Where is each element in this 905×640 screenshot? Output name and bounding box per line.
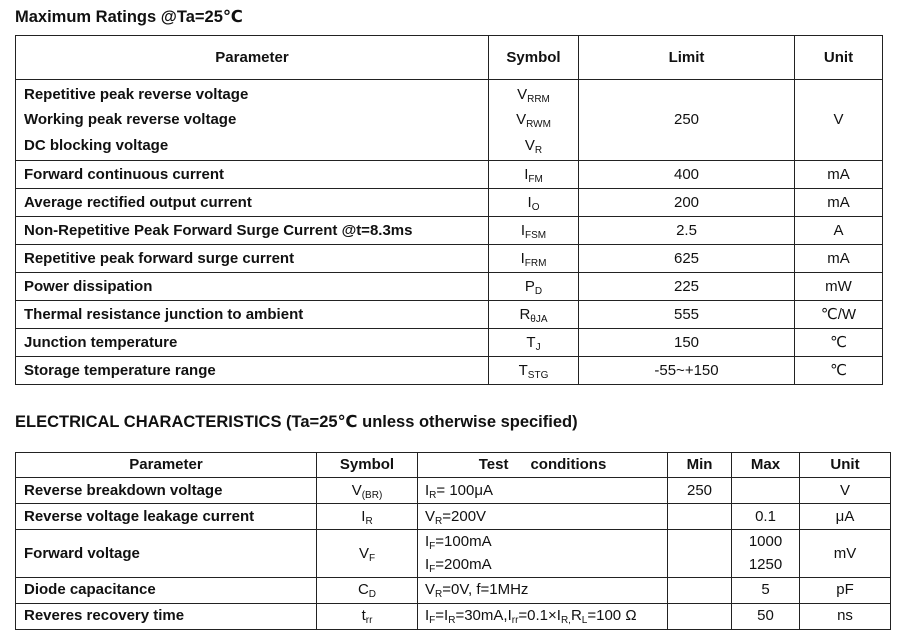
symbol-subscript: STG (527, 369, 549, 381)
symbol-cell (489, 217, 579, 245)
parameter-cell (16, 80, 489, 161)
limit-cell: 225 (579, 273, 795, 301)
symbol-cell (317, 504, 418, 530)
limit-cell: -55~+150 (579, 357, 795, 385)
header-test-conditions: Test conditions (418, 453, 668, 478)
max-value: 1000 (748, 533, 783, 550)
unit-cell: mA (795, 245, 883, 273)
min-cell (668, 504, 732, 530)
symbol-label: $V_{RRM}$ (517, 86, 550, 106)
table-row (16, 217, 883, 245)
symbol-cell (489, 80, 579, 161)
header-max: Max (732, 453, 800, 478)
parameter-cell: Repetitive peak forward surge current (16, 245, 489, 273)
header-parameter: Parameter (16, 36, 489, 80)
symbol-cell (317, 577, 418, 603)
parameter-cell: Reveres recovery time (16, 603, 317, 629)
unit-cell: A (795, 217, 883, 245)
symbol-subscript: D (368, 589, 377, 601)
max-cell: 5 (732, 577, 800, 603)
symbol-subscript: FRM (524, 257, 547, 269)
header-symbol: Symbol (317, 453, 418, 478)
symbol-subscript: FM (528, 173, 543, 185)
symbol-cell (317, 530, 418, 578)
symbol-cell (489, 329, 579, 357)
symbol-cell (317, 603, 418, 629)
table-row (16, 504, 891, 530)
symbol-subscript: F (368, 552, 376, 564)
parameter-label: Working peak reverse voltage (24, 111, 237, 129)
parameter-cell: Non-Repetitive Peak Forward Surge Current @t=8.3ms (16, 217, 489, 245)
limit-cell: 625 (579, 245, 795, 273)
test-conditions-cell: $V_R=0V$, f=1MHz (418, 577, 668, 603)
max-ratings-table (15, 35, 883, 385)
max-cell: 0.1 (732, 504, 800, 530)
header-unit: Unit (795, 36, 883, 80)
parameter-cell: Reverse voltage leakage current (16, 504, 317, 530)
unit-cell: mA (795, 189, 883, 217)
symbol-label: $V_R$ (524, 136, 543, 156)
symbol-main: I (520, 249, 525, 267)
symbol-cell (489, 161, 579, 189)
symbol-main: V (351, 481, 362, 499)
symbol-cell (489, 189, 579, 217)
unit-cell: ℃ (795, 357, 883, 385)
table-row (16, 603, 891, 629)
table-row (16, 161, 883, 189)
test-conditions-cell: $V_R=200V$ (418, 504, 668, 530)
symbol-subscript: D (534, 285, 543, 297)
table-row (16, 357, 883, 385)
unit-cell: mV (800, 530, 891, 578)
parameter-cell: Forward continuous current (16, 161, 489, 189)
symbol-main: R (519, 305, 531, 323)
symbol-subscript: O (531, 201, 540, 213)
parameter-cell: Diode capacitance (16, 577, 317, 603)
symbol-cell (489, 273, 579, 301)
max-value: 1250 (748, 556, 783, 574)
table-header-row (16, 36, 883, 80)
max-cell (732, 478, 800, 504)
test-conditions-cell: $I_F=I_R=30mA,I_{rr}=0.1\times I_{R,}R_L=100$ Ω (418, 603, 668, 629)
test-conditions-cell: $I_R= 100\mu A$ (418, 478, 668, 504)
max-cell (732, 530, 800, 578)
symbol-subscript: FSM (525, 229, 547, 241)
table-row (16, 478, 891, 504)
unit-cell: pF (800, 577, 891, 603)
limit-cell: 400 (579, 161, 795, 189)
symbol-main: V (358, 544, 369, 562)
table-row (16, 301, 883, 329)
parameter-label: Repetitive peak reverse voltage (24, 86, 249, 104)
header-min: Min (668, 453, 732, 478)
symbol-main: T (526, 333, 536, 351)
electrical-table (15, 452, 891, 630)
symbol-main: I (524, 165, 529, 183)
table-row (16, 329, 883, 357)
symbol-main: I (527, 193, 532, 211)
header-parameter: Parameter (16, 453, 317, 478)
unit-cell: mA (795, 161, 883, 189)
symbol-subscript: θJA (530, 313, 548, 325)
parameter-cell: Thermal resistance junction to ambient (16, 301, 489, 329)
table-row (16, 577, 891, 603)
symbol-main: I (520, 221, 526, 239)
unit-cell: ℃/W (795, 301, 883, 329)
symbol-label: $V_{RWM}$ (516, 111, 551, 131)
max-ratings-title: Maximum Ratings @Ta=25℃ (15, 8, 243, 26)
parameter-label: DC blocking voltage (24, 136, 169, 154)
unit-cell: ns (800, 603, 891, 629)
min-cell (668, 577, 732, 603)
limit-cell: 2.5 (579, 217, 795, 245)
table-row (16, 189, 883, 217)
symbol-cell (489, 245, 579, 273)
test-conditions-cell: $I_F=100mA$ $I_F=200mA$ (418, 530, 668, 578)
limit-cell: 200 (579, 189, 795, 217)
symbol-main: t (361, 607, 366, 625)
table-row (16, 530, 891, 578)
symbol-subscript: J (535, 341, 541, 353)
max-cell: 50 (732, 603, 800, 629)
symbol-main: T (518, 361, 528, 379)
unit-cell: V (800, 478, 891, 504)
header-unit: Unit (800, 453, 891, 478)
symbol-subscript: rr (365, 615, 373, 627)
parameter-cell: Junction temperature (16, 329, 489, 357)
electrical-title: ELECTRICAL CHARACTERISTICS (Ta=25℃ unless otherwise specified) (15, 413, 578, 431)
limit-cell: 150 (579, 329, 795, 357)
table-header-row (16, 453, 891, 478)
symbol-main: C (357, 581, 369, 599)
symbol-cell (489, 301, 579, 329)
min-cell: 250 (668, 478, 732, 504)
parameter-cell: Power dissipation (16, 273, 489, 301)
parameter-cell: Forward voltage (16, 530, 317, 578)
symbol-cell (317, 478, 418, 504)
symbol-subscript: R (365, 515, 373, 527)
symbol-subscript: (BR) (361, 489, 383, 501)
parameter-cell: Reverse breakdown voltage (16, 478, 317, 504)
limit-cell: 250 (579, 80, 795, 161)
table-row (16, 245, 883, 273)
unit-cell: V (795, 80, 883, 161)
header-symbol: Symbol (489, 36, 579, 80)
table-row (16, 273, 883, 301)
unit-cell: mW (795, 273, 883, 301)
symbol-main: I (361, 507, 366, 525)
table-row (16, 80, 883, 161)
min-cell (668, 603, 732, 629)
parameter-cell: Storage temperature range (16, 357, 489, 385)
unit-cell: μA (800, 504, 891, 530)
unit-cell: ℃ (795, 329, 883, 357)
symbol-main: P (524, 277, 535, 295)
symbol-cell (489, 357, 579, 385)
header-limit: Limit (579, 36, 795, 80)
parameter-cell: Average rectified output current (16, 189, 489, 217)
min-cell (668, 530, 732, 578)
limit-cell: 555 (579, 301, 795, 329)
